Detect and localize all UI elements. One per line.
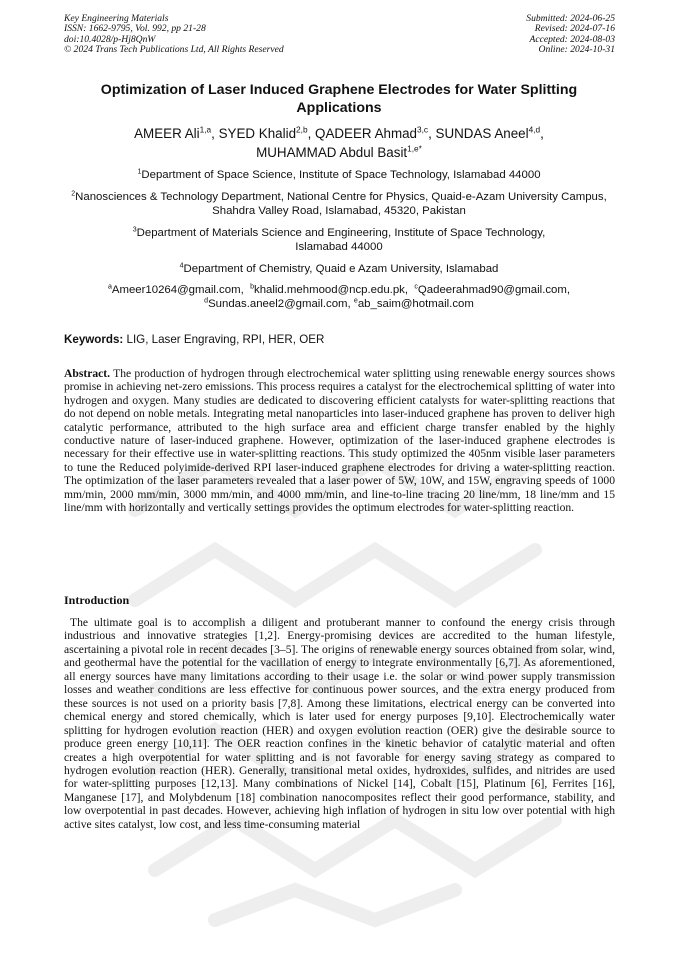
- journal-copyright: © 2024 Trans Tech Publications Ltd, All Rights Reserved: [64, 44, 284, 56]
- journal-info: [64, 14, 284, 56]
- keywords-text: LIG, Laser Engraving, RPI, HER, OER: [126, 333, 325, 346]
- journal-issn: ISSN: 1662-9795, Vol. 992, pp 21-28: [64, 23, 206, 35]
- author: AMEER Ali$^{1,a}$,: [134, 124, 219, 141]
- paper-title: Optimization of Laser Induced Graphene Electrodes for Water Splitting Applications: [100, 82, 578, 116]
- email[interactable]: $^d$Sundas.aneel2@gmail.com,: [204, 297, 351, 310]
- date-revised: Revised: 2024-07-16: [534, 23, 615, 35]
- author: SYED Khalid$^{2,b}$,: [218, 124, 316, 141]
- submission-dates: [526, 14, 615, 56]
- email[interactable]: $^a$Ameer10264@gmail.com,: [107, 283, 244, 296]
- affiliation: $^1$Department of Space Science, Institute of Space Technology, Islamabad 44000: [137, 168, 541, 181]
- abstract-text: The production of hydrogen through electrochemical water splitting using renewable energy sources shows promise in achieving net-zero emissions. This process requires a catalyst for the electrochemical splitting of water into hydrogen and oxygen. Many studies are dedicated to discovering efficient catalysts for water-splitting reactions that do not depend on noble metals. Integrating metal nanoparticles into laser-induced graphene has proven to deliver high catalytic performance, attributed to the high surface area and efficient charge transfer enabled by the highly conductive nature of laser-induced graphene. However, optimization of the laser-induced graphene electrodes is necessary for their effective use in water-splitting reactions. This study optimized the 405nm visible laser parameters to tune the Reduced polyimide-derived RPI laser-induced graphene electrodes for driving a water-splitting reaction. The optimization of the laser parameters revealed that a laser power of 5W, 10W, and 15W, engraving speeds of 1000 mm/min, 2000 mm/min, 3000 mm/min, and 4000 mm/min, and line-to-line tracing 20 line/mm, 18 line/mm and 15 line/mm with horizontally and vertically settings provides the optimum electrodes for water-splitting reaction.: [64, 367, 615, 515]
- section-heading-introduction: Introduction: [64, 593, 130, 607]
- author: MUHAMMAD Abdul Basit$^{1,e*}$: [256, 143, 422, 160]
- keywords: [64, 333, 324, 347]
- affiliation: $^3$Department of Materials Science and Engineering, Institute of Space Technology, Islamabad 44000: [132, 226, 546, 253]
- journal-name: Key Engineering Materials: [64, 13, 169, 24]
- date-submitted: Submitted: 2024-06-25: [526, 13, 615, 24]
- keywords-label: Keywords:: [64, 333, 124, 346]
- affiliation: $^4$Department of Chemistry, Quaid e Azam University, Islamabad: [179, 262, 499, 275]
- author-list: [60, 124, 618, 162]
- author: SUNDAS Aneel$^{4,d}$,: [435, 124, 544, 141]
- email[interactable]: $^c$Qadeerahmad90@gmail.com,: [414, 283, 571, 296]
- abstract-label: Abstract.: [64, 367, 111, 380]
- affiliation: $^2$Nanosciences & Technology Department, National Centre for Physics, Quaid-e-Azam University Campus, Shahdra Valley Road, Islamabad, 45320, Pakistan: [71, 190, 607, 217]
- email[interactable]: $^b$khalid.mehmood@ncp.edu.pk,: [250, 283, 409, 296]
- date-online: Online: 2024-10-31: [538, 44, 615, 56]
- introduction-text: The ultimate goal is to accomplish a diligent and protuberant manner to confound the energy crisis through industrious and innovative strategies [1,2]. Energy-promising devices are accredited to the human lifestyle, ascertaining a pivotal role in recent decades [3–5]. The origins of renewable energy sources obtained from solar, wind, and geothermal have the potential for the vacillation of energy to integrate environmentally [6,7]. As aforementioned, all energy sources have many limitations according to their usage i.e. the solar or wind power supply transmission losses and weather conditions are less effective for continuous power sources, and the extra energy produced from these sources is not used on a priority basis [7,8]. Among these limitations, electrical energy can be converted into chemical energy and stored chemically, which is later used for energy purposes [9,10]. Electrochemically water splitting for hydrogen evolution reaction (HER) and oxygen evolution reaction (OER) give the desirable source to produce green energy [10,11]. The OER reaction confines in the kinetic behavior of catalytic material and often creates a high overpotential for water splitting and is not favorable for energy saving strategy as compared to hydrogen evolution reaction (HER). Generally, transitional metal oxides, hydroxides, sulfides, and nitrides are used for water-splitting purposes [12,13]. Many combinations of Nickel [14], Cobalt [15], Platinum [6], Ferrites [16], Manganese [17], and Molybdenum [18] combination nanocomposites reflect their good performance, stability, and low overpotential in past decades. However, achieving high inflation of hydrogen in situ low over potential with high active sites catalyst, low cost, and less time-consuming material: [64, 616, 615, 831]
- email-list: [60, 283, 618, 311]
- journal-doi: doi:10.4028/p-Hj8QnW: [64, 33, 156, 45]
- date-accepted: Accepted: 2024-08-03: [529, 33, 615, 45]
- email[interactable]: $^e$ab_saim@hotmail.com: [353, 297, 474, 310]
- abstract: [64, 367, 615, 514]
- author: QADEER Ahmad$^{3,c}$,: [315, 124, 436, 141]
